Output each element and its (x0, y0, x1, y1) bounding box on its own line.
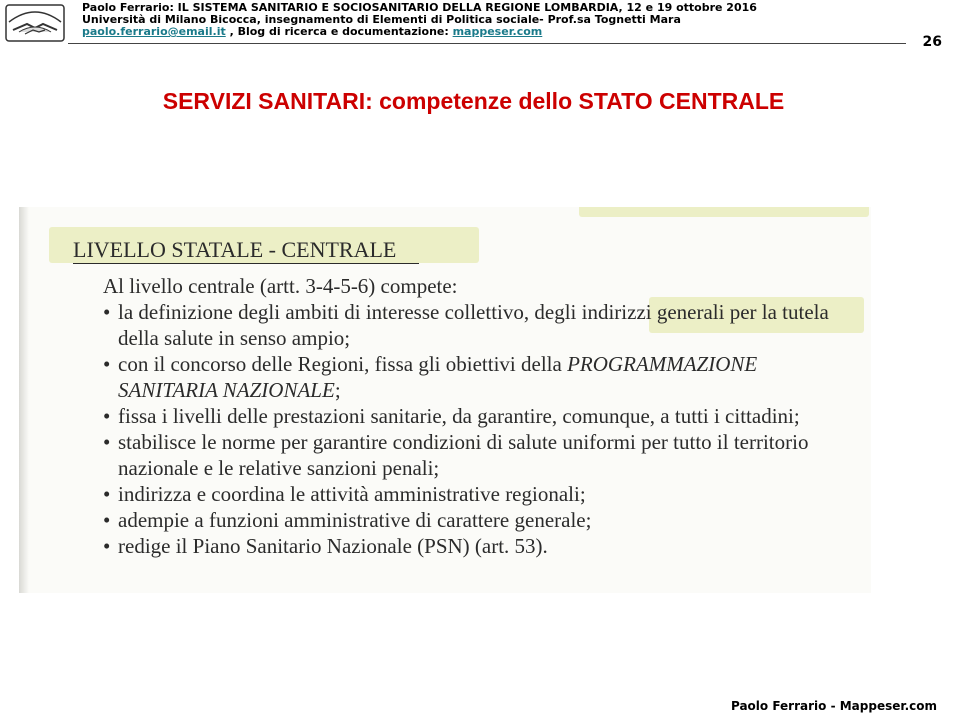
header-links-line (82, 26, 882, 38)
header-university-line: Università di Milano Bicocca, insegnamento di Elementi di Politica sociale- Prof.sa Tognetti Mara (82, 13, 681, 26)
list-item (103, 481, 833, 507)
blog-label: , Blog di ricerca e documentazione: (225, 25, 453, 38)
page-number: 26 (922, 34, 942, 50)
email-link[interactable]: paolo.ferrario@email.it (82, 25, 226, 38)
list-item-text (118, 351, 833, 403)
list-item (103, 351, 833, 403)
header-title-line: Paolo Ferrario: IL SISTEMA SANITARIO E SOCIOSANITARIO DELLA REGIONE LOMBARDIA, 12 e 19 ottobre 2016 (82, 1, 757, 14)
list-item-text: redige il Piano Sanitario Nazionale (PSN) (art. 53). (118, 534, 548, 558)
list-item-text: stabilisce le norme per garantire condizioni di salute uniformi per tutto il territorio nazionale e le relative sanzioni penali; (118, 430, 809, 480)
bullet-icon: • (103, 430, 111, 454)
bullet-icon: • (103, 508, 111, 532)
section-heading-underline (73, 263, 419, 264)
scan-body-text (103, 273, 833, 559)
blog-link[interactable]: mappeser.com (452, 25, 543, 38)
intro-text: Al livello centrale (artt. 3-4-5-6) compete: (103, 274, 458, 298)
list-item-text: la definizione degli ambiti di interesse collettivo, degli indirizzi generali per la tutela della salute in senso ampio; (118, 300, 829, 350)
section-heading: LIVELLO STATALE - CENTRALE (73, 237, 397, 262)
bullet-icon: • (103, 534, 111, 558)
list-item (103, 299, 833, 351)
page-edge-shadow (19, 207, 29, 593)
slide-title: SERVIZI SANITARI: competenze dello STATO CENTRALE (162, 88, 785, 114)
list-item-text: fissa i livelli delle prestazioni sanitarie, da garantire, comunque, a tutti i cittadini; (118, 404, 800, 428)
list-item-text-part: ; (334, 378, 341, 402)
list-item (103, 507, 833, 533)
bullet-icon: • (103, 404, 111, 428)
list-item (103, 429, 833, 481)
handshake-logo-icon (5, 4, 65, 42)
slide-header (82, 2, 882, 38)
list-item-text-part: con il concorso delle Regioni, fissa gli obiettivi della (118, 352, 568, 376)
list-item (103, 533, 833, 559)
header-divider (68, 43, 906, 44)
highlight-mark (579, 207, 869, 217)
bullet-icon: • (103, 482, 111, 506)
list-item-text: indirizza e coordina le attività amministrative regionali; (118, 482, 586, 506)
scanned-page-image (19, 207, 871, 593)
bullet-icon: • (103, 300, 111, 324)
list-item-text: adempie a funzioni amministrative di carattere generale; (118, 508, 592, 532)
footer-credit: Paolo Ferrario - Mappeser.com (730, 699, 937, 713)
list-item-text-italic: PROGRAMMAZIONE SANITARIA NAZIONALE (118, 352, 758, 402)
list-item (103, 403, 833, 429)
bullet-icon: • (103, 352, 111, 376)
